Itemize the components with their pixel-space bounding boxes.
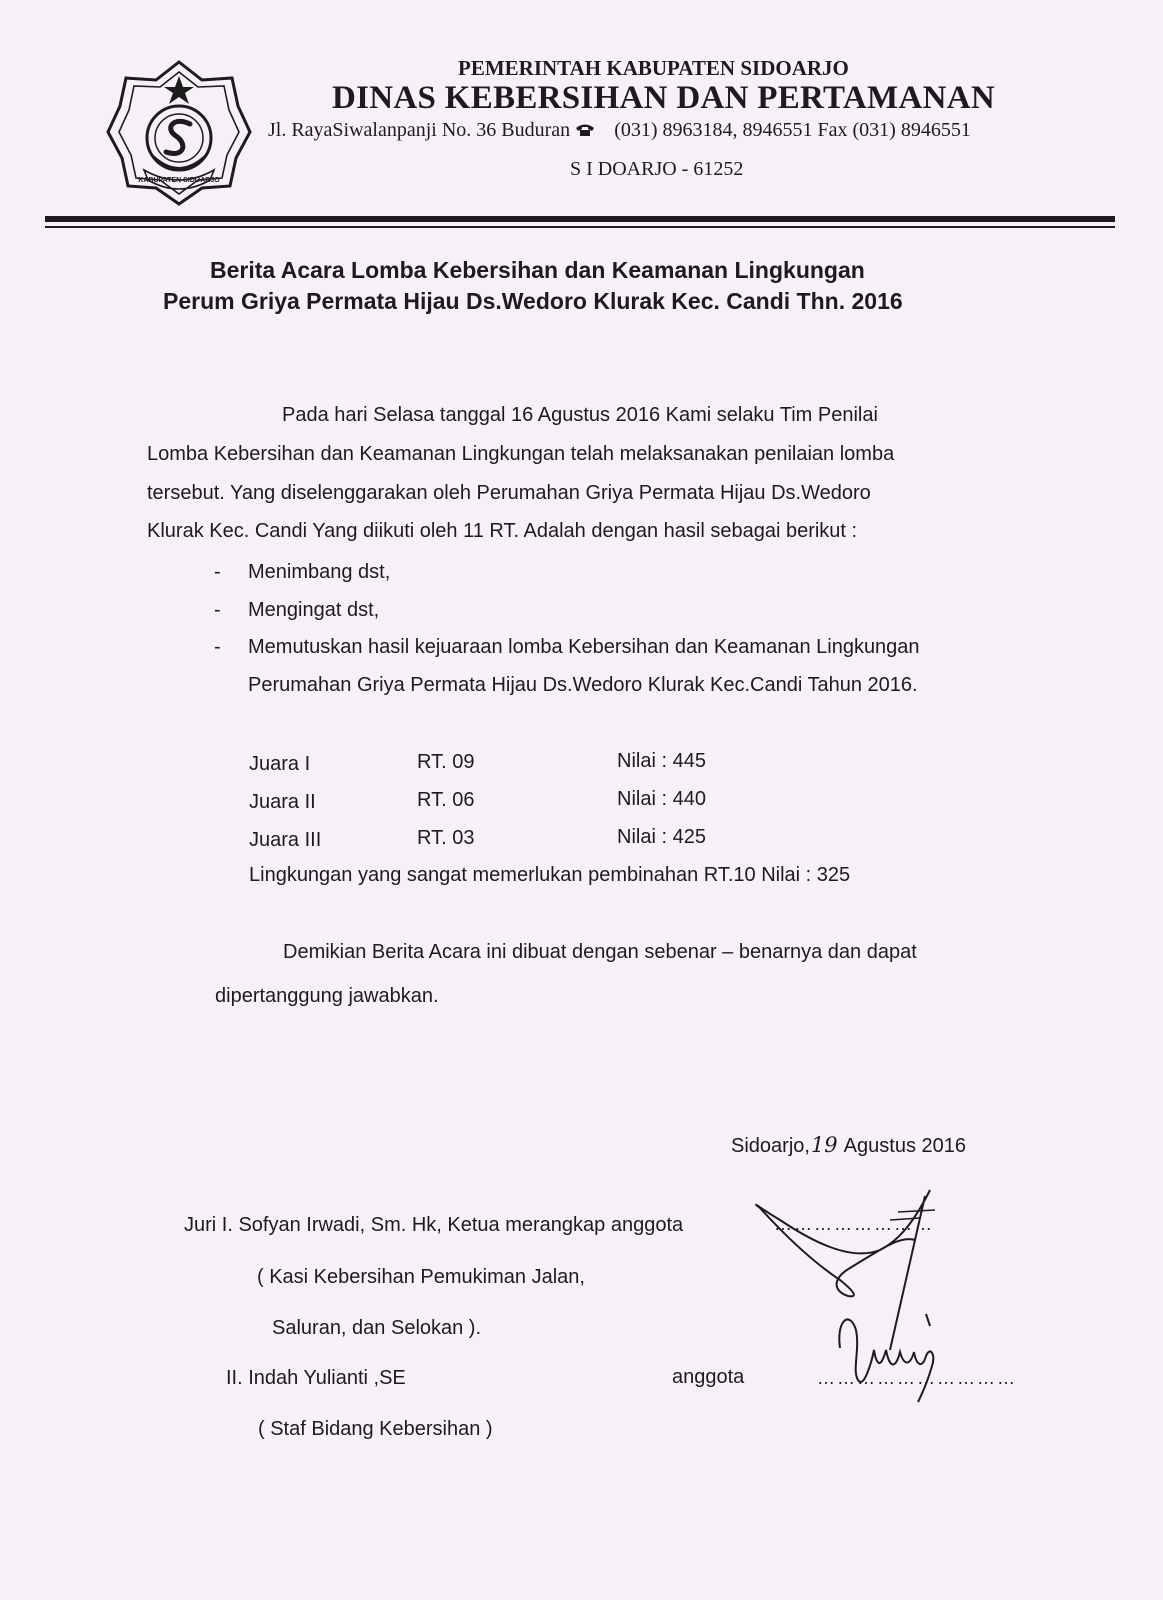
place-date (731, 1133, 966, 1158)
result-score: Nilai : 440 (617, 788, 706, 810)
paragraph-line: tersebut. Yang diselenggarakan oleh Perumahan Griya Permata Hijau Ds.Wedoro (147, 482, 871, 504)
result-score: Nilai : 445 (617, 750, 706, 772)
judge-1-signature-line: …………………… (774, 1214, 934, 1234)
place-date-suffix: Agustus 2016 (843, 1135, 966, 1157)
judge-1-role-cont: Saluran, dan Selokan ). (272, 1317, 482, 1339)
handwritten-day: 19 (810, 1133, 838, 1157)
closing-line: Demikian Berita Acara ini dibuat dengan sebenar – benarnya dan dapat (283, 941, 917, 963)
judge-2: II. Indah Yulianti ,SE (226, 1367, 406, 1389)
judge-2-label: anggota (672, 1366, 745, 1388)
judge-1: Juri I. Sofyan Irwadi, Sm. Hk, Ketua merangkap anggota (184, 1214, 684, 1236)
result-rt: RT. 09 (417, 751, 475, 773)
result-rt: RT. 03 (417, 827, 475, 849)
result-rank: Juara III (249, 829, 322, 851)
document-subtitle: Perum Griya Permata Hijau Ds.Wedoro Klurak Kec. Candi Thn. 2016 (163, 288, 903, 314)
judge-2-signature-line: ………………………… (817, 1368, 1017, 1388)
agency-name: PEMERINTAH KABUPATEN SIDOARJO (458, 56, 849, 80)
address-line (268, 119, 971, 142)
judge-2-role: ( Staf Bidang Kebersihan ) (258, 1418, 493, 1440)
paragraph-line: Pada hari Selasa tanggal 16 Agustus 2016 Kami selaku Tim Penilai (282, 404, 878, 426)
letterhead-divider (45, 216, 1115, 222)
result-rank: Juara II (249, 791, 316, 813)
paragraph-line: Lomba Kebersihan dan Keamanan Lingkungan telah melaksanakan penilaian lomba (147, 443, 895, 465)
result-rt: RT. 06 (417, 789, 475, 811)
list-bullet: - (214, 599, 221, 621)
address: Jl. RayaSiwalanpanji No. 36 Buduran (268, 119, 571, 141)
result-score: Nilai : 425 (617, 826, 706, 848)
document-title: Berita Acara Lomba Kebersihan dan Keamanan Lingkungan (210, 257, 865, 283)
list-item: Mengingat dst, (248, 599, 380, 621)
list-item: Menimbang dst, (248, 561, 391, 583)
svg-text:KABUPATEN SIDOARJO: KABUPATEN SIDOARJO (138, 177, 220, 184)
department-name: DINAS KEBERSIHAN DAN PERTAMANAN (332, 80, 995, 116)
closing-line: dipertanggung jawabkan. (215, 985, 439, 1007)
sidoarjo-regency-logo (104, 58, 254, 208)
needs-guidance: Lingkungan yang sangat memerlukan pembinahan RT.10 Nilai : 325 (249, 864, 851, 886)
list-item: Memutuskan hasil kejuaraan lomba Kebersihan dan Keamanan Lingkungan (248, 636, 920, 658)
handwritten-signature (740, 1180, 970, 1440)
letterhead-divider-thin (45, 226, 1115, 228)
judge-1-role: ( Kasi Kebersihan Pemukiman Jalan, (257, 1266, 585, 1288)
list-item-continuation: Perumahan Griya Permata Hijau Ds.Wedoro Klurak Kec.Candi Tahun 2016. (248, 674, 918, 696)
list-bullet: - (214, 561, 221, 583)
contacts: (031) 8963184, 8946551 Fax (031) 8946551 (614, 119, 971, 141)
city-postal: S I DOARJO - 61252 (570, 158, 744, 180)
place-date-prefix: Sidoarjo, (731, 1135, 810, 1157)
result-rank: Juara I (249, 753, 311, 775)
paragraph-line: Klurak Kec. Candi Yang diikuti oleh 11 RT. Adalah dengan hasil sebagai berikut : (147, 520, 858, 542)
phone-icon (575, 123, 595, 137)
list-bullet: - (214, 636, 221, 658)
